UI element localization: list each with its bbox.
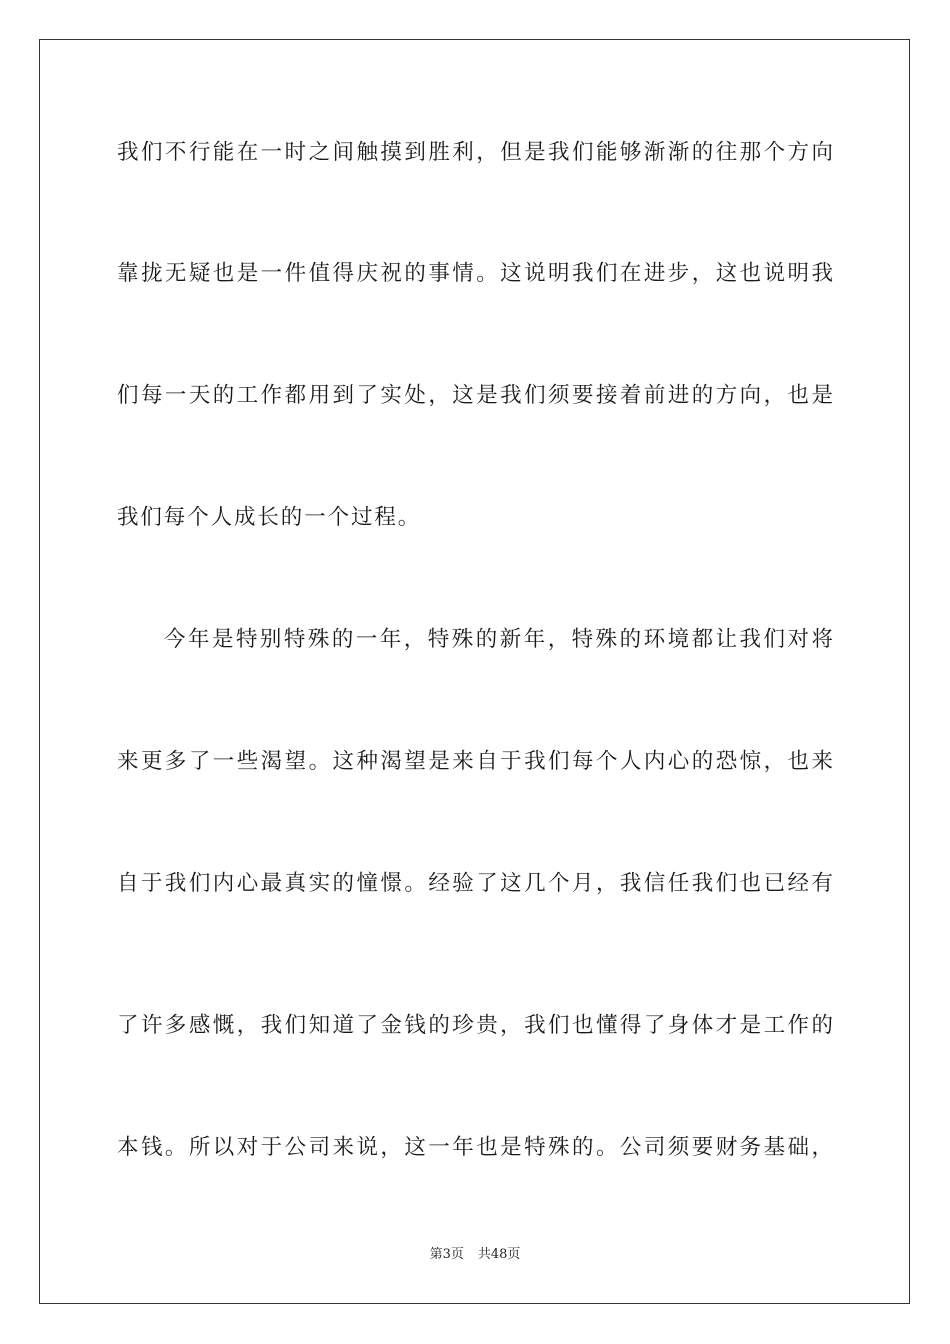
text-line: 自于我们内心最真实的憧憬。经验了这几个月，我信任我们也已经有 xyxy=(117,871,833,896)
text-line: 我们每个人成长的一个过程。 xyxy=(117,505,422,530)
text-line: 们每一天的工作都用到了实处，这是我们须要接着前进的方向，也是 xyxy=(117,383,833,408)
total-pages: 共48页 xyxy=(477,1247,521,1262)
text-line: 本钱。所以对于公司来说，这一年也是特殊的。公司须要财务基础， xyxy=(117,1135,833,1160)
paragraph-first-line: 今年是特别特殊的一年，特殊的新年，特殊的环境都让我们对将 xyxy=(164,627,833,652)
page-number: 第3页 xyxy=(429,1247,464,1262)
page-border xyxy=(39,39,910,1304)
text-line: 靠拢无疑也是一件值得庆祝的事情。这说明我们在进步，这也说明我 xyxy=(117,261,833,286)
text-line: 我们不行能在一时之间触摸到胜利，但是我们能够渐渐的往那个方向 xyxy=(117,140,833,165)
text-line: 了许多感慨，我们知道了金钱的珍贵，我们也懂得了身体才是工作的 xyxy=(117,1013,833,1038)
page-footer xyxy=(0,1246,950,1264)
text-line: 来更多了一些渴望。这种渴望是来自于我们每个人内心的恐惊，也来 xyxy=(117,749,833,774)
